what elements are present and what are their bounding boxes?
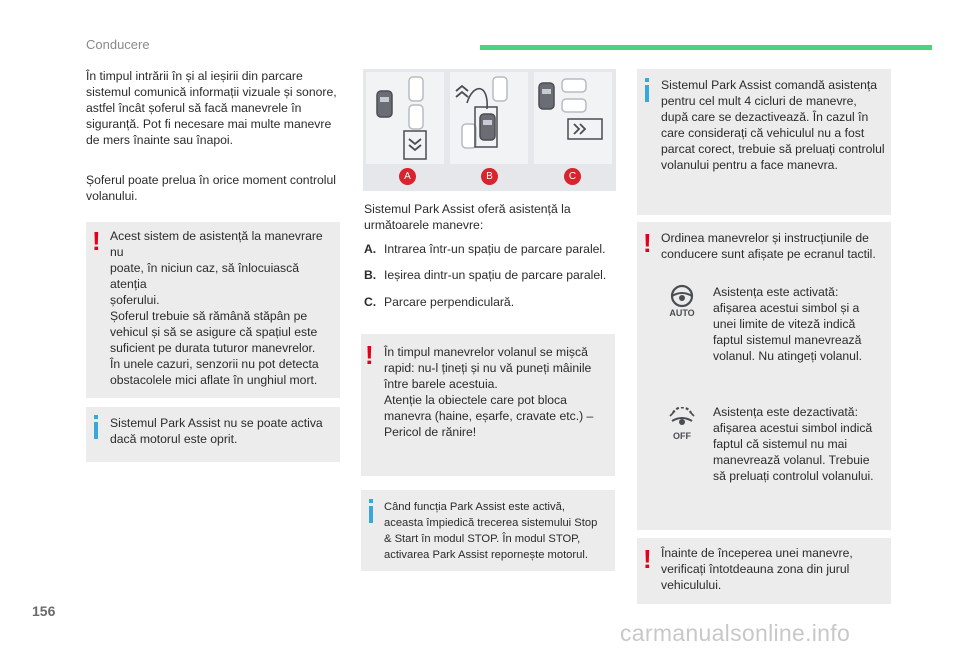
takeover-paragraph: Șoferul poate prelua în orice moment controlul volanului.	[86, 173, 336, 203]
warning-text: Înainte de începerea unei manevre, verificați întotdeauna zona din jurul vehiculului.	[661, 546, 853, 592]
info-box	[86, 407, 340, 462]
list-item	[364, 242, 606, 256]
info-icon	[645, 85, 649, 102]
warning-icon: !	[92, 226, 101, 256]
warning-box	[637, 222, 891, 530]
info-icon	[94, 422, 98, 439]
steering-auto-icon	[667, 284, 697, 318]
warning-icon: !	[365, 340, 374, 370]
auto-description: Asistența este activată: afișarea acestui simbol și a unei limite de viteză indică faptul sistemul manevrează volanul. Nu atingeți volanul.	[713, 285, 863, 363]
warning-text: Acest sistem de asistență la manevrare nu poate, în niciun caz, să înlocuiască atenția șoferului. Șoferul trebuie să rămână stăpân pe vehicul și să se asigure că spațiul este suficient pe durata tuturor manevrelor. În unele cazuri, senzorii nu pot detecta obstacolele mici aflate în unghiul mort.	[110, 229, 323, 387]
warning-box	[86, 222, 340, 398]
list-key: C.	[364, 295, 377, 309]
warning-icon: !	[643, 544, 652, 574]
off-description: Asistența este dezactivată: afișarea acestui simbol indică faptul că sistemul nu mai manevrează volanul. Trebuie să preluați controlul volanului.	[713, 405, 874, 483]
list-text: Ieșirea dintr-un spațiu de parcare paralel.	[384, 268, 607, 282]
figure-label-a: A	[399, 168, 416, 185]
page-number: 156	[32, 603, 56, 619]
watermark: carmanualsonline.info	[620, 620, 851, 646]
list-key: A.	[364, 242, 377, 256]
section-accent-bar	[480, 45, 932, 50]
steering-off-icon	[667, 407, 697, 441]
warning-text: Ordinea manevrelor și instrucțiunile de conducere sunt afișate pe ecranul tactil.	[661, 231, 876, 261]
warning-icon: !	[643, 228, 652, 258]
warning-text: În timpul manevrelor volanul se mișcă rapid: nu-l țineți și nu vă puneți mâinile între barele acestuia. Atenție la obiectele care pot bloca manevra (haine, eșarfe, cravate etc.) – Pericol de rănire!	[384, 345, 594, 439]
list-key: B.	[364, 268, 377, 282]
info-icon	[369, 506, 373, 523]
intro-paragraph: În timpul intrării în și al ieșirii din parcare sistemul comunică informații vizuale și sonore, astfel încât șoferul să facă manevrele în siguranță. Pot fi necesare mai multe manevre de mers înainte sau înapoi.	[86, 69, 337, 147]
info-text: Când funcția Park Assist este activă, aceasta împiedică trecerea sistemului Stop & Start în modul STOP. În modul STOP, activarea Park Assist repornește motorul.	[384, 501, 598, 561]
list-text: Parcare perpendiculară.	[384, 295, 515, 309]
info-box	[361, 490, 615, 571]
list-text: Intrarea într-un spațiu de parcare paralel.	[384, 242, 606, 256]
maneuver-figure	[363, 69, 616, 191]
figure-label-b: B	[481, 168, 498, 185]
figure-label-c: C	[564, 168, 581, 185]
list-item	[364, 295, 514, 309]
auto-label: AUTO	[669, 308, 695, 318]
list-item	[364, 268, 606, 282]
warning-box	[637, 538, 891, 604]
maneuvers-intro: Sistemul Park Assist oferă asistență la următoarele manevre:	[364, 202, 571, 232]
info-text: Sistemul Park Assist nu se poate activa dacă motorul este oprit.	[110, 416, 323, 446]
info-box	[637, 69, 891, 215]
warning-box	[361, 334, 615, 476]
section-title: Conducere	[86, 37, 150, 52]
info-text: Sistemul Park Assist comandă asistența pentru cel mult 4 cicluri de manevre, după care se dezactivează. În cazul în care considerați că vehiculul nu a fost parcat corect, trebuie să preluați controlul volanului pentru a face manevra.	[661, 78, 885, 172]
off-label: OFF	[673, 431, 691, 441]
